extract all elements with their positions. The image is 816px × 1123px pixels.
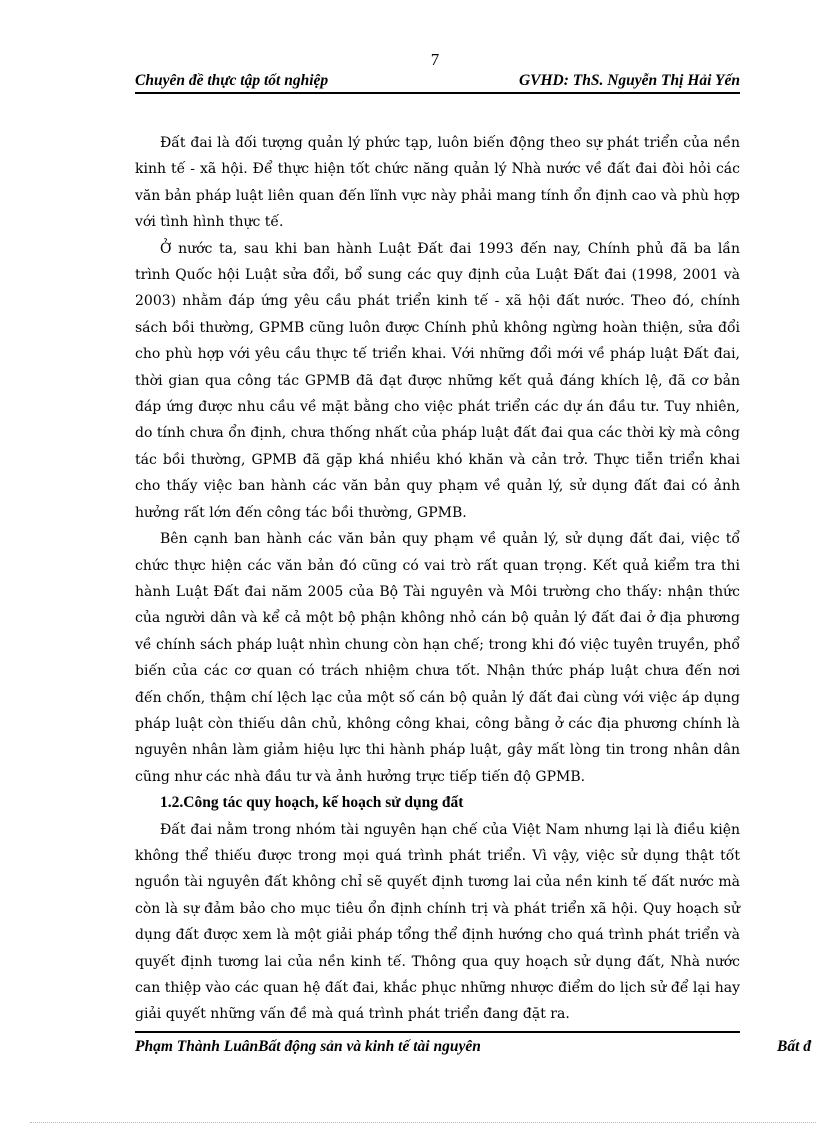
paragraph-2: Ở nước ta, sau khi ban hành Luật Đất đai 1993 đến nay, Chính phủ đã ba lần trình Quốc hội Luật sửa đổi, bổ sung các quy định của Luật Đất đai (1998, 2001 và 2003) nhằm đáp ứng yêu cầu phát triển kinh tế - xã hội đất nước. Theo đó, chính sách bồi thường, GPMB cũng luôn được Chính phủ không ngừng hoàn thiện, sửa đổi cho phù hợp với yêu cầu thực tế triển khai. Với những đổi mới về pháp luật Đất đai, thời gian qua công tác GPMB đã đạt được những kết quả đáng khích lệ, đã cơ bản đáp ứng được nhu cầu về mặt bằng cho việc phát triển các dự án đầu tư. Tuy nhiên, do tính chưa ổn định, chưa thống nhất của pháp luật đất đai qua các thời kỳ mà công tác bồi thường, GPMB đã gặp khá nhiều khó khăn và cản trở. Thực tiễn triển khai cho thấy việc ban hành các văn bản quy phạm về quản lý, sử dụng đất đai có ảnh hưởng rất lớn đến công tác bồi thường, GPMB.	[135, 240, 740, 521]
footer-author-dept: Phạm Thành LuânBất động sản và kinh tế tài nguyên	[135, 1038, 481, 1055]
page-footer	[135, 1038, 816, 1060]
header-supervisor: GVHD: ThS. Nguyễn Thị Hải Yến	[518, 72, 740, 89]
footer-divider	[135, 1031, 740, 1033]
paragraph-1: Đất đai là đối tượng quản lý phức tạp, luôn biến động theo sự phát triển của nền kinh tế - xã hội. Để thực hiện tốt chức năng quản lý Nhà nước về đất đai đòi hỏi các văn bản pháp luật liên quan đến lĩnh vực này phải mang tính ổn định cao và phù hợp với tình hình thực tế.	[135, 135, 740, 231]
document-body	[135, 130, 740, 1028]
header-document-title: Chuyên đề thực tập tốt nghiệp	[135, 72, 329, 89]
paragraph-3: Bên cạnh ban hành các văn bản quy phạm về quản lý, sử dụng đất đai, việc tổ chức thực hiện các văn bản đó cũng có vai trò rất quan trọng. Kết quả kiểm tra thi hành Luật Đất đai năm 2005 của Bộ Tài nguyên và Môi trường cho thấy: nhận thức của người dân và kể cả một bộ phận không nhỏ cán bộ quản lý đất đai ở địa phương về chính sách pháp luật nhìn chung còn hạn chế; trong khi đó việc tuyên truyền, phổ biến của các cơ quan có trách nhiệm chưa tốt. Nhận thức pháp luật chưa đến nơi đến chốn, thậm chí lệch lạc của một số cán bộ quản lý đất đai cùng với việc áp dụng pháp luật còn thiếu dân chủ, không công khai, công bằng ở các địa phương chính là nguyên nhân làm giảm hiệu lực thi hành pháp luật, gây mất lòng tin trong nhân dân cũng như các nhà đầu tư và ảnh hưởng trực tiếp tiến độ GPMB.	[135, 531, 740, 785]
section-heading: 1.2.Công tác quy hoạch, kế hoạch sử dụng đất	[160, 794, 464, 812]
paragraph-4: Đất đai nằm trong nhóm tài nguyên hạn chế của Việt Nam nhưng lại là điều kiện không thể thiếu được trong mọi quá trình phát triển. Vì vậy, việc sử dụng thật tốt nguồn tài nguyên đất không chỉ sẽ quyết định tương lai của nền kinh tế đất nước mà còn là sự đảm bảo cho mục tiêu ổn định chính trị và phát triển xã hội. Quy hoạch sử dụng đất được xem là một giải pháp tổng thể định hướng cho quá trình phát triển và quyết định tương lai của nền kinh tế. Thông qua quy hoạch sử dụng đất, Nhà nước can thiệp vào các quan hệ đất đai, khắc phục những nhược điểm do lịch sử để lại hay giải quyết những vấn đề mà quá trình phát triển đang đặt ra.	[135, 821, 740, 1023]
footer-overflow-text: Bất đ	[777, 1038, 812, 1055]
page-header	[135, 70, 740, 94]
page-number: 7	[430, 50, 440, 69]
